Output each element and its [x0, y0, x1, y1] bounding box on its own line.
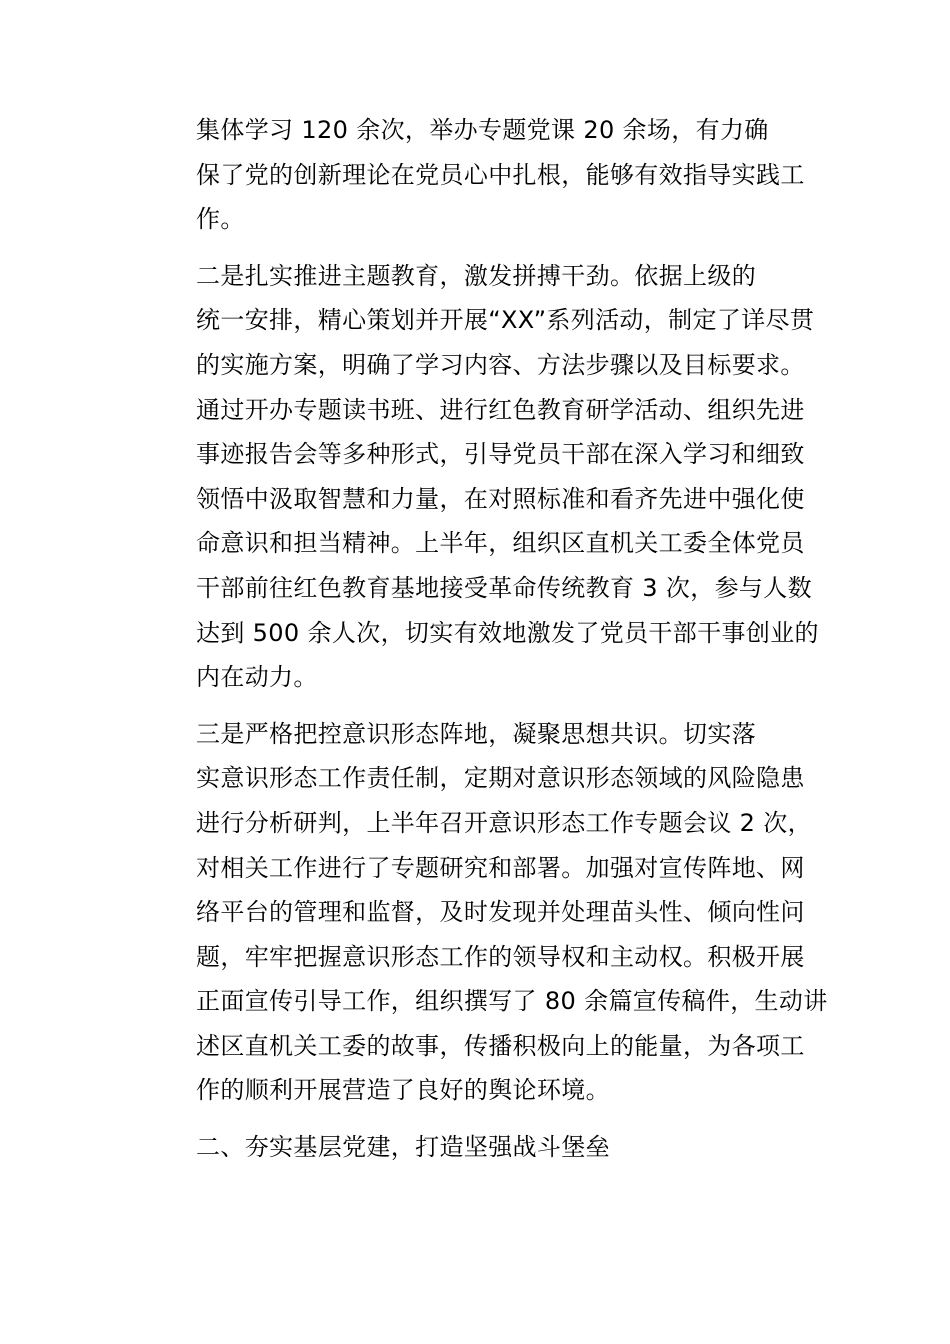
text-line: 作的顺利开展营造了良好的舆论环境。 [196, 1076, 610, 1105]
section-heading [145, 1125, 807, 1170]
paragraph-theme-education [145, 254, 819, 700]
paragraph-ideology-front [145, 712, 828, 1113]
text-line: 干部前往红色教育基地接受革命传统教育 3 次，参与人数 [196, 573, 812, 602]
document-body [145, 108, 828, 1170]
text-line: 事迹报告会等多种形式，引导党员干部在深入学习和细致 [196, 440, 805, 469]
text-line: 命意识和担当精神。上半年，组织区直机关工委全体党员 [196, 529, 805, 558]
text-line: 三是严格把控意识形态阵地，凝聚思想共识。切实落 [196, 719, 757, 748]
text-line: 二是扎实推进主题教育，激发拼搏干劲。依据上级的 [196, 261, 757, 290]
text-line: 络平台的管理和监督，及时发现并处理苗头性、倾向性问 [196, 898, 805, 927]
text-line: 对相关工作进行了专题研究和部署。加强对宣传阵地、网 [196, 853, 805, 882]
text-line: 内在动力。 [196, 663, 318, 692]
text-line: 集体学习 120 余次，举办专题党课 20 余场，有力确 [196, 116, 769, 144]
text-line: 作。 [196, 205, 245, 234]
paragraph-study-summary [145, 108, 807, 242]
text-line: 实意识形态工作责任制，定期对意识形态领域的风险隐患 [196, 764, 805, 793]
text-line: 进行分析研判，上半年召开意识形态工作专题会议 2 次， [196, 808, 812, 837]
text-line: 二、夯实基层党建，打造坚强战斗堡垒 [196, 1133, 610, 1162]
text-line: 正面宣传引导工作，组织撰写了 80 余篇宣传稿件，生动讲 [196, 987, 828, 1016]
text-line: 题，牢牢把握意识形态工作的领导权和主动权。积极开展 [196, 942, 805, 971]
text-line: 的实施方案，明确了学习内容、方法步骤以及目标要求。 [196, 350, 805, 379]
text-line: 领悟中汲取智慧和力量，在对照标准和看齐先进中强化使 [196, 484, 805, 513]
text-line: 保了党的创新理论在党员心中扎根，能够有效指导实践工 [196, 160, 805, 189]
text-line: 达到 500 余人次，切实有效地激发了党员干部干事创业的 [196, 618, 819, 647]
text-line: 述区直机关工委的故事，传播积极向上的能量，为各项工 [196, 1031, 805, 1060]
text-line: 统一安排，精心策划并开展“XX”系列活动，制定了详尽贯 [196, 306, 815, 335]
text-line: 通过开办专题读书班、进行红色教育研学活动、组织先进 [196, 395, 805, 424]
